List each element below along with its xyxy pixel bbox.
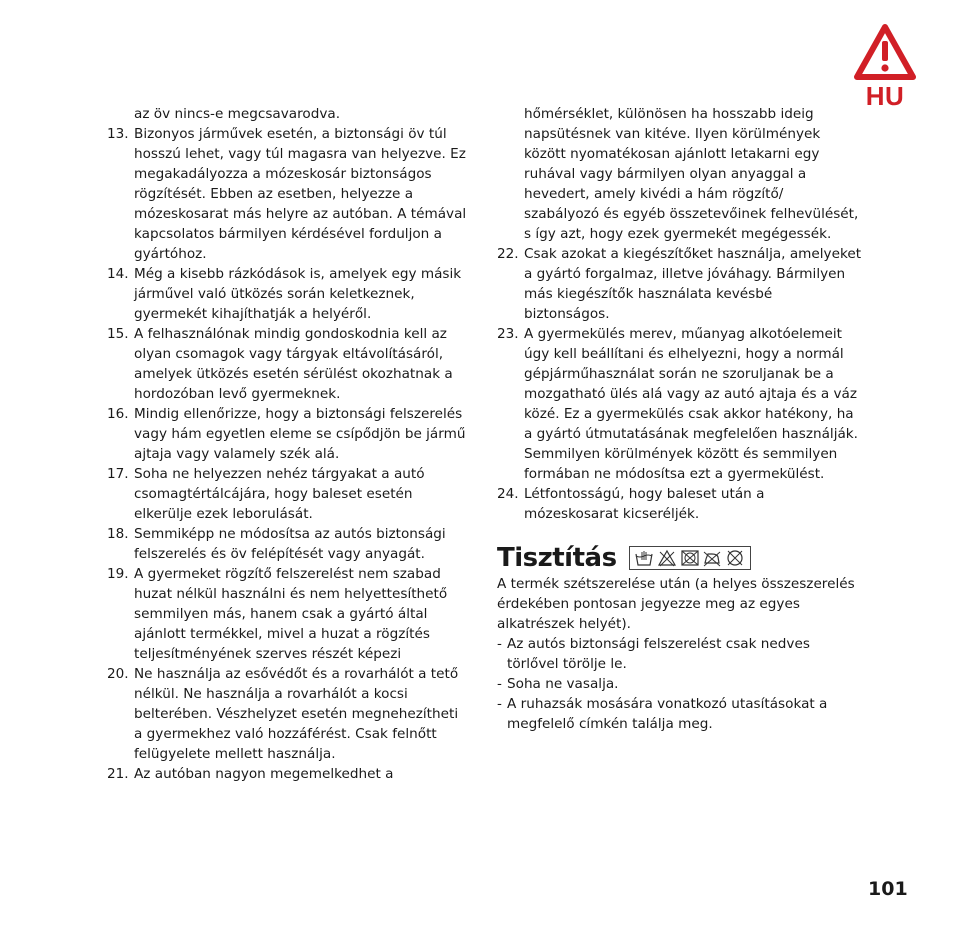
language-code: HU: [865, 81, 905, 111]
left-column: [107, 104, 467, 784]
bullet-text: Soha ne vasalja.: [507, 676, 619, 692]
item-number: 14.: [107, 266, 129, 282]
list-item: [497, 484, 862, 524]
bullet-item: [497, 634, 862, 674]
warning-triangle-icon: [852, 22, 918, 84]
care-symbols: [629, 546, 751, 570]
item-number: 15.: [107, 326, 129, 342]
list-item: [107, 324, 467, 404]
continued-text: hőmérséklet, különösen ha hosszabb ideig napsütésnek van kitéve. Ilyen körülmények között nyomatékosan ajánlott letakarni egy ruhával vagy bármilyen olyan anyaggal a hevedert, amely kivédi a hám rögzítő/ szabályozó és egyéb összetevőinek felhevülését, s így azt, hogy ezek gyermekét megégessék.: [524, 106, 859, 242]
item-number: 16.: [107, 406, 129, 422]
item-text: Bizonyos járművek esetén, a biztonsági öv túl hosszú lehet, vagy túl magasra van helyezve. Ez megakadályozza a mózeskosár biztonságos rögzítését. Ebben az esetben, helyezze a mózeskosarat más helyre az autóban. A témával kapcsolatos bármilyen kérdésével forduljon a gyártóhoz.: [134, 126, 467, 262]
list-item: [497, 324, 862, 484]
item-text: Semmiképp ne módosítsa az autós biztonsági felszerelés és öv felépítését vagy anyagát.: [134, 526, 446, 562]
cleaning-heading-row: [497, 542, 862, 574]
list-item: [107, 404, 467, 464]
bullet-mark: -: [497, 636, 502, 652]
item-text: Még a kisebb rázkódások is, amelyek egy másik járművel való ütközés során keletkeznek, gyermekét kihajíthatják a helyéről.: [134, 266, 462, 322]
page-number: 101: [868, 878, 908, 900]
list-item: [107, 524, 467, 564]
item-text: Az autóban nagyon megemelkedhet a: [134, 766, 394, 782]
item-number: 24.: [497, 486, 519, 502]
hand-wash-icon: [634, 549, 654, 567]
item-text: A gyermeket rögzítő felszerelést nem szabad huzat nélkül használni és nem helyettesíthető semmilyen más, hanem csak a gyártó által ajánlott termékkel, mivel a huzat a rögzítés teljesítményének szerves részét képezi: [134, 566, 448, 662]
item-text: Létfontosságú, hogy baleset után a mózeskosarat kicseréljék.: [524, 486, 765, 522]
no-tumble-dry-icon: [680, 549, 700, 567]
no-iron-icon: [702, 549, 722, 567]
list-item: [107, 564, 467, 664]
item-number: 23.: [497, 326, 519, 342]
list-item: [107, 464, 467, 524]
item-text: Soha ne helyezzen nehéz tárgyakat a autó csomagtértálcájára, hogy baleset esetén elkerülje ezek leborulását.: [134, 466, 425, 522]
item-number: 13.: [107, 126, 129, 142]
list-item: [107, 764, 467, 784]
item-text: A gyermekülés merev, műanyag alkotóelemeit úgy kell beállítani és elhelyezni, hogy a normál gépjárműhasználat során ne szoruljanak be a mozgatható ülés alá vagy az autó ajtaja és a váz közé. Ez a gyermekülés csak akkor hatékony, ha a gyártó útmutatásának megfelelően használják. Semmilyen körülmények között és semmilyen formában ne módosítsa ezt a gyermekülést.: [524, 326, 858, 482]
item-text: Mindig ellenőrizze, hogy a biztonsági felszerelés vagy hám egyetlen eleme se csípődjön be jármű ajtaja vagy valamely szék alá.: [134, 406, 466, 462]
item-text: A felhasználónak mindig gondoskodnia kell az olyan csomagok vagy tárgyak eltávolításáról, amelyek ütközés esetén sérülést okozhatnak a hordozóban levő gyermeknek.: [134, 326, 453, 402]
no-dry-clean-icon: [725, 549, 745, 567]
no-bleach-icon: [657, 549, 677, 567]
list-item: [107, 664, 467, 764]
item-text: Ne használja az esővédőt és a rovarhálót a tető nélkül. Ne használja a rovarhálót a kocsi belterében. Vészhelyzet esetén megnehezítheti a gyermekhez való hozzáférést. Csak felnőtt felügyelete mellett használja.: [134, 666, 459, 762]
item-number: 20.: [107, 666, 129, 682]
bullet-text: A ruhazsák mosására vonatkozó utasításokat a megfelelő címkén találja meg.: [507, 696, 828, 732]
section-title: Tisztítás: [497, 543, 617, 573]
item-number: 18.: [107, 526, 129, 542]
list-item: [497, 244, 862, 324]
list-item: [107, 124, 467, 264]
item-number: 22.: [497, 246, 519, 262]
right-column: [497, 104, 862, 734]
item-number: 21.: [107, 766, 129, 782]
bullet-item: [497, 694, 862, 734]
item-number: 17.: [107, 466, 129, 482]
bullet-mark: -: [497, 676, 502, 692]
cleaning-intro: A termék szétszerelése után (a helyes összeszerelés érdekében pontosan jegyezze meg az egyes alkatrészek helyét).: [497, 576, 855, 632]
bullet-mark: -: [497, 696, 502, 712]
item-number: 19.: [107, 566, 129, 582]
bullet-text: Az autós biztonsági felszerelést csak nedves törlővel törölje le.: [507, 636, 810, 672]
list-item: [107, 264, 467, 324]
continued-text: az öv nincs-e megcsavarodva.: [134, 106, 341, 122]
item-text: Csak azokat a kiegészítőket használja, amelyeket a gyártó forgalmaz, illetve jóváhagy. Bármilyen más kiegészítők használata kevésbé biztonságos.: [524, 246, 862, 322]
bullet-item: [497, 674, 862, 694]
